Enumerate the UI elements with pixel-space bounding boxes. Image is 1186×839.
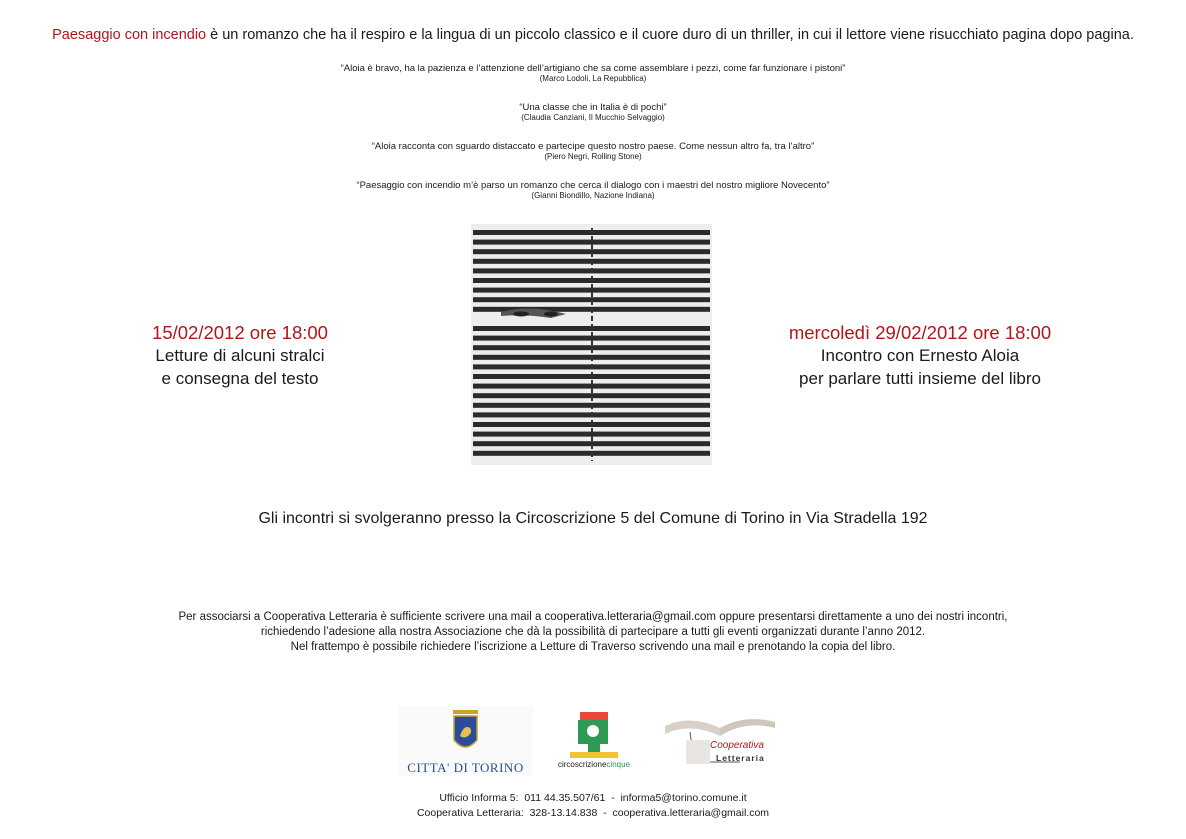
location-text: Gli incontri si svolgeranno presso la Circoscrizione 5 del Comune di Torino in Via Stradella 192: [258, 510, 928, 527]
book-cover-image: [471, 224, 712, 465]
cooperativa-letteraria-logo: [660, 712, 785, 774]
review-source: (Marco Lodoli, La Repubblica): [539, 74, 647, 83]
book-title: Paesaggio con incendio: [52, 27, 207, 43]
circoscrizione-cinque-logo: [556, 710, 632, 772]
event-date: 15/02/2012 ore 18:00: [152, 322, 328, 343]
torino-logo-text: CITTA' DI TORINO: [407, 760, 524, 775]
review-quote: “Aloia racconta con sguardo distaccato e partecipe questo nostro paese. Come nessun altro fa, tra l’altro”: [371, 141, 815, 152]
membership-line: Nel frattempo è possibile richiedere l’iscrizione a Letture di Traverso scrivendo una mail e prenotando la copia del libro.: [290, 641, 896, 653]
contact-label: Cooperativa Letteraria:: [416, 807, 524, 819]
circoscrizione-logo-text: [556, 760, 632, 769]
contact-value: 011 44.35.507/61 - informa5@torino.comune.it: [524, 792, 747, 804]
coop-logo-text-a: Cooperativa: [710, 740, 764, 751]
membership-paragraph: [0, 610, 1186, 655]
review-2: [0, 102, 1186, 123]
contact-value: 328-13.14.838 - cooperativa.letteraria@gmail.com: [529, 807, 770, 819]
review-source: (Claudia Canziani, Il Mucchio Selvaggio): [521, 113, 665, 122]
review-source: (Piero Negri, Rolling Stone): [544, 152, 642, 161]
coop-logo-text-b: Letteraria: [716, 753, 765, 763]
event-line: per parlare tutti insieme del libro: [799, 369, 1041, 388]
contact-line: [0, 806, 1186, 821]
contacts: [0, 791, 1186, 821]
contact-line: [0, 791, 1186, 806]
event-second: [770, 322, 1070, 390]
review-quote: “Una classe che in Italia è di pochi”: [519, 102, 667, 113]
membership-line: Per associarsi a Cooperativa Letteraria è sufficiente scrivere una mail a cooperativa.letteraria@gmail.com oppure presentarsi direttamente a uno dei nostri incontri,: [178, 611, 1008, 623]
review-source: (Gianni Biondillo, Nazione Indiana): [531, 191, 655, 200]
event-line: e consegna del testo: [161, 369, 319, 388]
event-first: [110, 322, 370, 390]
intro-text: è un romanzo che ha il respiro e la lingua di un piccolo classico e il cuore duro di un thriller, in cui il lettore viene risucchiato pagina dopo pagina.: [206, 27, 1134, 43]
intro-paragraph: [0, 27, 1186, 43]
circoscrizione-text-a: circoscrizione: [557, 760, 607, 769]
event-line: Letture di alcuni stralci: [155, 346, 325, 365]
review-quote: “Paesaggio con incendio m’è parso un romanzo che cerca il dialogo con i maestri del nostro migliore Novecento”: [356, 180, 830, 191]
citta-di-torino-logo: [398, 706, 533, 776]
circoscrizione-mark-icon: [556, 710, 632, 760]
review-4: [0, 180, 1186, 201]
blinds-illustration: [471, 224, 712, 465]
contact-label: Ufficio Informa 5:: [439, 792, 519, 804]
review-1: [0, 63, 1186, 84]
review-3: [0, 141, 1186, 162]
event-date: mercoledì 29/02/2012 ore 18:00: [788, 322, 1052, 343]
review-quote: “Aloia è bravo, ha la pazienza e l’attenzione dell’artigiano che sa come assemblare i pezzi, come far funzionare i pistoni”: [340, 63, 846, 74]
event-line: Incontro con Ernesto Aloia: [820, 346, 1020, 365]
membership-line: richiedendo l’adesione alla nostra Associazione che dà la possibilità di partecipare a tutti gli eventi organizzati durante l’anno 2012.: [260, 626, 926, 638]
circoscrizione-text-b: cinque: [606, 760, 631, 769]
